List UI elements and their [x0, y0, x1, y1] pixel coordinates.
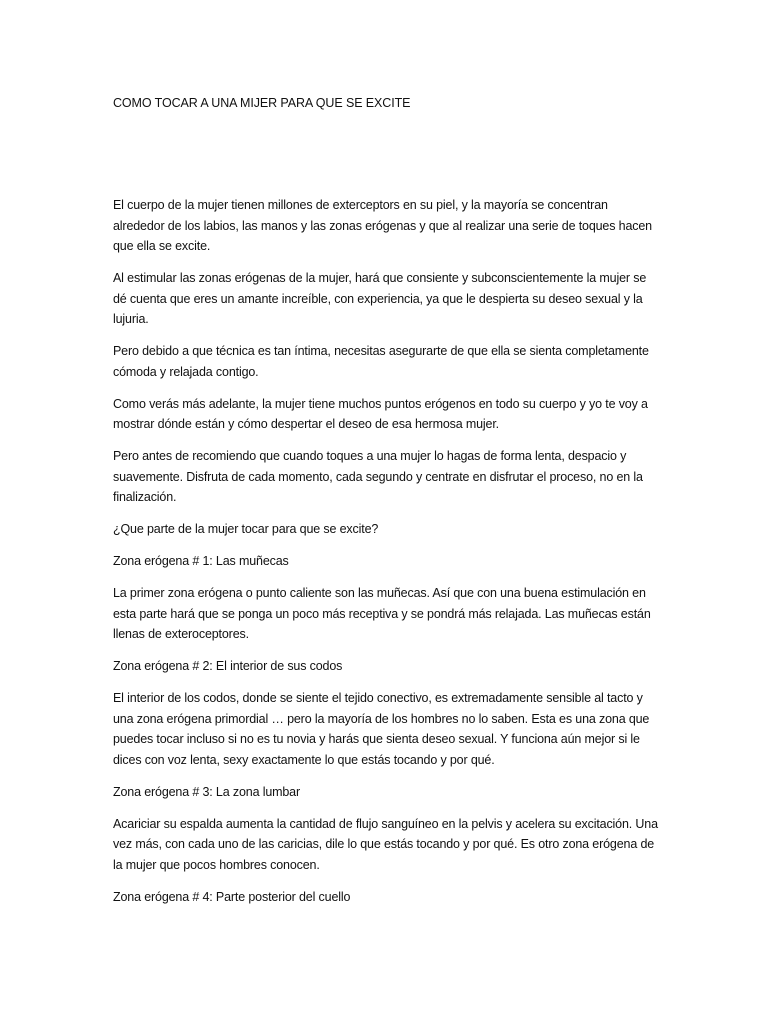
- section-heading-zona-4: Zona erógena # 4: Parte posterior del cuello: [113, 889, 351, 904]
- paragraph-lumbar: Acariciar su espalda aumenta la cantidad de flujo sanguíneo en la pelvis y acelera su excitación. Una vez más, con cada uno de las caricias, dile lo que estás tocando y por qué. Es otro zona erógena de la mujer que pocos hombres conocen.: [113, 816, 658, 872]
- paragraph-codos: El interior de los codos, donde se siente el tejido conectivo, es extremadamente sensible al tacto y una zona erógena primordial … pero la mayoría de los hombres no lo saben. Esta es una zona que puedes tocar incluso si no es tu novia y harás que sienta deseo sexual. Y funciona aún mejor si le dices con voz lenta, sexy exactamente lo que estás tocando y por qué.: [113, 691, 650, 767]
- paragraph-munecas: La primer zona erógena o punto caliente son las muñecas. Así que con una buena estimulación en esta parte hará que se ponga un poco más receptiva y se pondrá más relajada. Las muñecas están llenas de exteroceptores.: [113, 586, 651, 641]
- section-heading-zona-2: Zona erógena # 2: El interior de sus codos: [113, 659, 343, 673]
- section-heading-zona-3: Zona erógena # 3: La zona lumbar: [113, 784, 300, 799]
- section-question: ¿Que parte de la mujer tocar para que se excite?: [113, 522, 379, 536]
- paragraph-estimular: Al estimular las zonas erógenas de la mujer, hará que consiente y subconscientemente la mujer se dé cuenta que eres un amante increíble, con experiencia, ya que le despierta su deseo sexual y la lujuria.: [113, 271, 647, 326]
- document-body: [113, 195, 658, 907]
- document-title: COMO TOCAR A UNA MIJER PARA QUE SE EXCITE: [113, 96, 411, 110]
- paragraph-intro: El cuerpo de la mujer tienen millones de exterceptors en su piel, y la mayoría se concentran alrededor de los labios, las manos y las zonas erógenas y que al realizar una serie de toques hacen que ella se excite.: [113, 198, 652, 253]
- section-heading-zona-1: Zona erógena # 1: Las muñecas: [113, 554, 289, 568]
- paragraph-intima: Pero debido a que técnica es tan íntima, necesitas asegurarte de que ella se sienta completamente cómoda y relajada contigo.: [113, 344, 649, 379]
- document-content: [113, 95, 658, 919]
- paragraph-puntos-erogenos: Como verás más adelante, la mujer tiene muchos puntos erógenos en todo su cuerpo y yo te voy a mostrar dónde están y cómo despertar el deseo de esa hermosa mujer.: [113, 396, 648, 431]
- paragraph-lenta: Pero antes de recomiendo que cuando toques a una mujer lo hagas de forma lenta, despacio y suavemente. Disfruta de cada momento, cada segundo y centrate en disfrutar el proceso, no en la finalización.: [113, 449, 643, 504]
